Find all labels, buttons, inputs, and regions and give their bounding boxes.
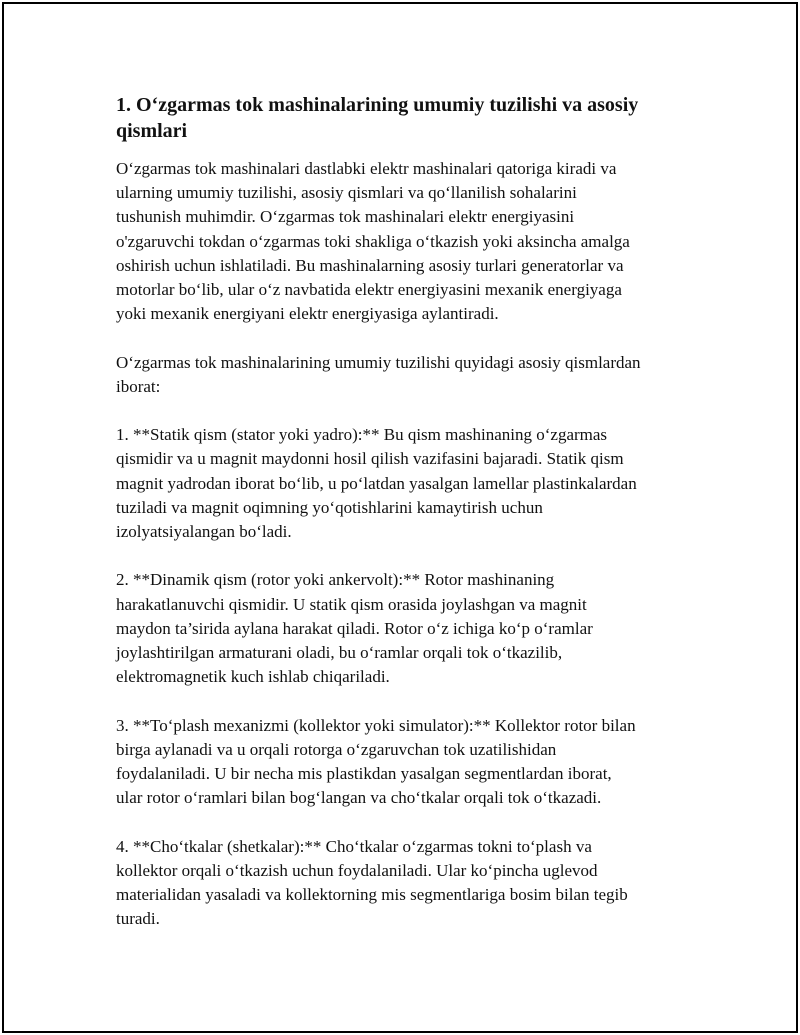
list-item-collector: 3. **To‘plash mexanizmi (kollektor yoki simulator):** Kollektor rotor bilan birga aylanadi va u orqali rotorga o‘zgaruvchan tok uzatilishidan foydalaniladi. U bir necha mis plastikdan yasalgan segmentlardan iborat, ular rotor o‘ramlari bilan bog‘langan va cho‘tkalar orqali tok o‘tkazadi. (116, 715, 636, 808)
list-item-brushes: 4. **Cho‘tkalar (shetkalar):** Cho‘tkalar o‘zgarmas tokni to‘plash va kollektor orqali o‘tkazish uchun foydalaniladi. Ular ko‘pincha uglevod materialidan yasaladi va kollektorning mis segmentlariga bosim bilan tegib turadi. (116, 836, 628, 929)
section-heading: 1. O‘zgarmas tok mashinalarining umumiy tuzilishi va asosiy qismlari (116, 94, 639, 142)
document-body (116, 92, 688, 956)
list-item-stator: 1. **Statik qism (stator yoki yadro):** Bu qism mashinaning o‘zgarmas qismidir va u magnit maydonni hosil qilish vazifasini bajaradi. Statik qism magnit yadrodan iborat bo‘lib, u po‘latdan yasalgan lamellar plastinkalardan tuziladi va magnit oqimning yo‘qotishlarini kamaytirish uchun izolyatsiyalangan bo‘ladi. (116, 425, 637, 542)
intro-paragraph: O‘zgarmas tok mashinalari dastlabki elektr mashinalari qatoriga kiradi va ularning umumiy tuzilishi, asosiy qismlari va qo‘llanilish sohalarini tushunish muhimdir. O‘zgarmas tok mashinalari elektr energiyasini o'zgaruvchi tokdan o‘zgarmas toki shakliga o‘tkazish yoki aksincha amalga oshirish uchun ishlatiladi. Bu mashinalarning asosiy turlari generatorlar va motorlar bo‘lib, ular o‘z navbatida elektr energiyasini mexanik energiyaga yoki mexanik energiyani elektr energiyasiga aylantiradi. (116, 159, 630, 324)
list-item-rotor: 2. **Dinamik qism (rotor yoki ankervolt):** Rotor mashinaning harakatlanuvchi qismidir. U statik qism orasida joylashgan va magnit maydon ta’sirida aylana harakat qiladi. Rotor o‘z ichiga ko‘p o‘ramlar joylashtirilgan armaturani oladi, bu o‘ramlar orqali tok o‘tkazilib, elektromagnetik kuch ishlab chiqariladi. (116, 570, 593, 687)
structure-lead-paragraph: O‘zgarmas tok mashinalarining umumiy tuzilishi quyidagi asosiy qismlardan iborat: (116, 352, 641, 396)
